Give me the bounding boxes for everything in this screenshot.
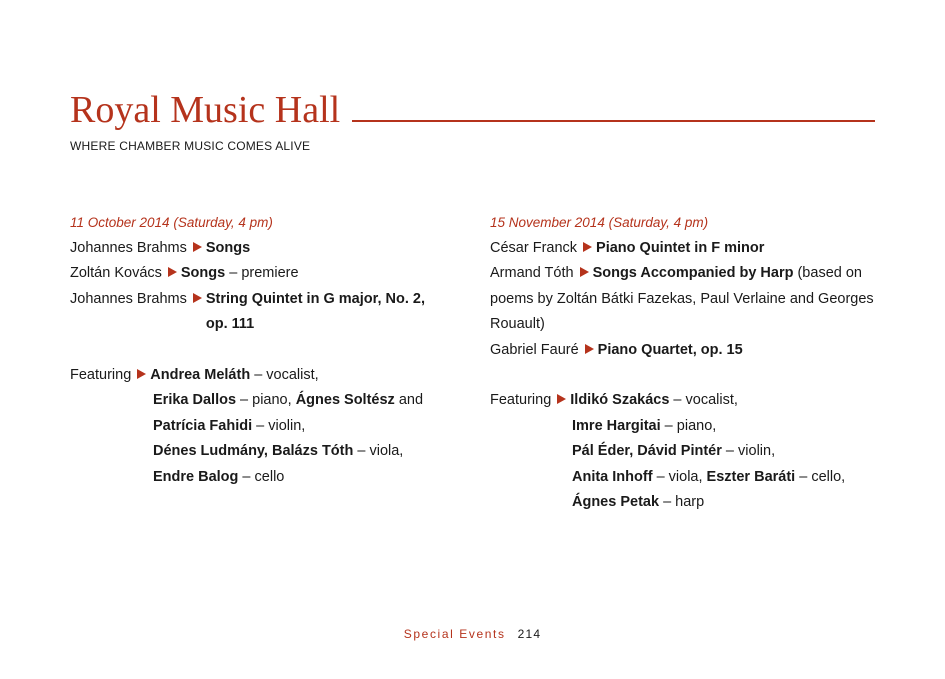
work-title: Piano Quartet, op. 15 bbox=[597, 341, 743, 358]
composer: César Franck bbox=[490, 239, 578, 256]
performer-line bbox=[70, 414, 455, 440]
work-title: Songs bbox=[180, 265, 226, 281]
performer-role: – piano, bbox=[236, 392, 296, 408]
composer: Johannes Brahms bbox=[70, 239, 187, 256]
arrow-right-icon bbox=[580, 267, 589, 277]
work-title-continued: op. 111 bbox=[205, 316, 255, 332]
performer-role: – cello, bbox=[795, 468, 846, 485]
program-item bbox=[70, 236, 455, 262]
performer-line bbox=[490, 465, 875, 491]
performer-line bbox=[490, 490, 875, 516]
arrow-right-icon bbox=[168, 267, 177, 277]
footer-section-title: Special Events bbox=[403, 627, 506, 641]
program-item bbox=[490, 261, 875, 338]
performer-role: – violin, bbox=[721, 443, 776, 459]
arrow-right-icon bbox=[557, 394, 566, 404]
work-title: Songs bbox=[205, 239, 251, 256]
performer-role: – vocalist, bbox=[250, 366, 319, 383]
performer-line bbox=[70, 465, 455, 491]
concert-october bbox=[70, 210, 455, 490]
featuring-label: Featuring bbox=[490, 392, 552, 408]
work-note: – premiere bbox=[225, 265, 299, 281]
performer-name: Ágnes Petak bbox=[572, 494, 660, 510]
performer-role: – cello bbox=[238, 468, 285, 485]
composer: Armand Tóth bbox=[490, 265, 574, 281]
program-item bbox=[490, 338, 875, 364]
work-title: Piano Quintet in F minor bbox=[596, 239, 765, 256]
arrow-right-icon bbox=[193, 242, 202, 252]
work-title: Songs Accompanied by Harp bbox=[592, 265, 794, 281]
arrow-right-icon bbox=[585, 344, 594, 354]
performer-name: Patrícia Fahidi bbox=[153, 417, 253, 434]
performer-name: Ildikó Szakács bbox=[570, 392, 670, 408]
composer: Johannes Brahms bbox=[70, 290, 187, 307]
performer-name: Endre Balog bbox=[153, 468, 239, 485]
program-item bbox=[490, 236, 875, 262]
performer-line bbox=[70, 439, 455, 465]
page-number: 214 bbox=[517, 627, 542, 641]
performer-name: Dénes Ludmány, Balázs Tóth bbox=[153, 443, 354, 459]
performer-line bbox=[490, 439, 875, 465]
concert-date: 11 October 2014 (Saturday, 4 pm) bbox=[70, 215, 273, 230]
concert-november bbox=[490, 210, 875, 516]
work-title-block bbox=[206, 287, 425, 338]
performer-name: Pál Éder, Dávid Pintér bbox=[572, 443, 722, 459]
performer-role: – piano, bbox=[660, 417, 717, 434]
performer-line bbox=[70, 388, 455, 414]
performer-role: – violin, bbox=[252, 417, 306, 434]
title-row bbox=[70, 88, 875, 132]
performer-name: Eszter Baráti bbox=[706, 468, 796, 485]
performer-line bbox=[490, 414, 875, 440]
performer-name: Andrea Meláth bbox=[150, 366, 251, 383]
composer: Zoltán Kovács bbox=[70, 265, 162, 281]
performer-role: and bbox=[394, 392, 424, 408]
arrow-right-icon bbox=[583, 242, 592, 252]
performer-role: – viola, bbox=[652, 468, 707, 485]
work-note: (based on poems by Zoltán Bátki Fazekas, Paul Verlaine and Georges Rouault) bbox=[490, 265, 874, 332]
performer-role: – vocalist, bbox=[669, 392, 738, 408]
spacer bbox=[490, 363, 875, 388]
program-item bbox=[70, 261, 455, 287]
page-subtitle: WHERE CHAMBER MUSIC COMES ALIVE bbox=[70, 139, 311, 153]
composer: Gabriel Fauré bbox=[490, 341, 579, 358]
arrow-right-icon bbox=[137, 369, 146, 379]
performer-line bbox=[490, 388, 875, 414]
performer-name: Erika Dallos bbox=[153, 392, 237, 408]
arrow-right-icon bbox=[193, 293, 202, 303]
spacer bbox=[70, 338, 455, 363]
program-item bbox=[70, 287, 455, 338]
performer-line bbox=[70, 363, 455, 389]
featuring-label: Featuring bbox=[70, 366, 132, 383]
performer-name: Imre Hargitai bbox=[572, 417, 661, 434]
title-rule bbox=[352, 120, 875, 122]
performer-name: Anita Inhoff bbox=[572, 468, 653, 485]
concert-date: 15 November 2014 (Saturday, 4 pm) bbox=[490, 215, 709, 230]
page-title: Royal Music Hall bbox=[70, 89, 341, 131]
work-title: String Quintet in G major, No. 2, bbox=[205, 290, 426, 307]
page-footer bbox=[0, 627, 945, 641]
performer-name: Ágnes Soltész bbox=[295, 392, 395, 408]
performer-role: – harp bbox=[659, 494, 705, 510]
performer-role: – viola, bbox=[353, 443, 404, 459]
